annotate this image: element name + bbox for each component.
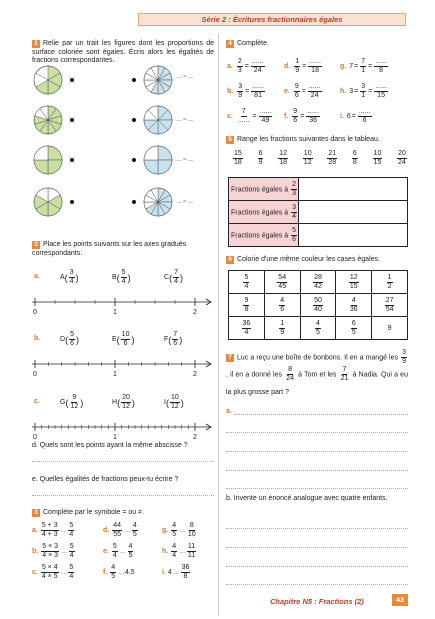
fraction: $\frac{7}{21}$ bbox=[340, 366, 349, 383]
answer-line[interactable] bbox=[226, 451, 408, 452]
circle-c[interactable] bbox=[34, 106, 62, 134]
fraction: $\frac{3}{4}$ bbox=[69, 269, 74, 285]
fraction: $\frac{......}{18}$ bbox=[309, 58, 321, 74]
ex3-item: h. $\frac{4}{4}$ .... $\frac{11}{11}$ bbox=[162, 543, 196, 559]
fraction: $\frac{6}{5}$ bbox=[351, 319, 356, 336]
fraction: $\frac{4}{5}$ bbox=[132, 522, 137, 538]
number-line[interactable] bbox=[30, 359, 214, 369]
sector bbox=[34, 146, 48, 160]
ex2-question-e: e. Quelles égalités de fractions peux-tu écrire ? bbox=[32, 476, 179, 483]
circle-e[interactable] bbox=[34, 146, 62, 174]
ex6-cell[interactable]: 9 bbox=[372, 317, 408, 340]
ex6-cell[interactable] bbox=[264, 317, 300, 340]
point-G: G ( $\frac{9}{12}$ ) bbox=[60, 394, 84, 410]
ex4-text: Complète. bbox=[237, 40, 269, 47]
ex3-item: c. $\frac{5 \times 4}{4 \times 5}$ .... $\frac{5}{4}$ bbox=[32, 564, 74, 580]
number-line[interactable] bbox=[30, 297, 214, 307]
ex6-cell[interactable] bbox=[264, 294, 300, 317]
ex3-item: d. $\frac{44}{55}$ .... $\frac{4}{5}$ bbox=[103, 522, 137, 538]
fraction: $\frac{2}{3}$ bbox=[292, 180, 297, 197]
fraction: $\frac{......}{36}$ bbox=[307, 108, 319, 124]
ex4-instruction bbox=[226, 40, 269, 48]
ex1-eq-4[interactable]: ..... = ..... bbox=[176, 199, 194, 205]
ex2-row-label: a. bbox=[34, 273, 40, 280]
symbol-blank[interactable]: .... bbox=[124, 527, 130, 534]
chapter-footer: Chapitre N5 : Fractions (2) bbox=[270, 597, 364, 606]
ex5-fraction: $\frac{10}{15}$ bbox=[373, 150, 382, 166]
answer-line[interactable] bbox=[32, 495, 214, 496]
answer-line[interactable] bbox=[226, 528, 408, 529]
ex1-text: Relie par un trait les figures dont les proportions de surface coloriée sont égales. Écris alors les égalités de fractions correspondantes. bbox=[32, 40, 214, 64]
ex5-answer-cell[interactable] bbox=[299, 201, 408, 224]
fraction: $\frac{......}{24}$ bbox=[251, 58, 264, 74]
point-H: H ( $\frac{20}{12}$ ) bbox=[112, 394, 135, 410]
fraction: $\frac{12}{15}$ bbox=[349, 273, 358, 290]
ex6-cell[interactable] bbox=[229, 317, 265, 340]
tick-label: 0 bbox=[33, 434, 37, 441]
fraction: $\frac{7}{6}$ bbox=[173, 331, 178, 347]
ex6-cell[interactable] bbox=[300, 271, 336, 294]
ex4-item: b. $\frac{3}{9}$ = $\frac{......}{81}$ bbox=[227, 83, 264, 99]
ex2-question-d: d. Quels sont les points ayant la même abscisse ? bbox=[32, 442, 188, 449]
fraction: $\frac{5 \times 4}{4 \times 5}$ bbox=[41, 564, 58, 580]
ex1-eq-1[interactable]: ..... = ..... bbox=[176, 74, 194, 80]
fraction: $\frac{5}{4}$ bbox=[69, 543, 74, 559]
dot[interactable] bbox=[70, 158, 74, 162]
fraction: $\frac{54}{45}$ bbox=[278, 273, 287, 290]
fraction: $\frac{50}{40}$ bbox=[314, 296, 322, 313]
circle-d[interactable] bbox=[144, 106, 172, 134]
symbol-blank[interactable]: .... bbox=[60, 569, 67, 576]
fraction: $\frac{......}{49}$ bbox=[259, 108, 272, 124]
answer-line[interactable] bbox=[226, 470, 408, 471]
answer-line[interactable] bbox=[226, 432, 408, 433]
fraction: $\frac{......}{8}$ bbox=[375, 58, 387, 74]
ex6-cell[interactable] bbox=[300, 317, 336, 340]
symbol-blank[interactable]: .... bbox=[179, 548, 185, 555]
symbol-blank[interactable]: .... bbox=[118, 569, 124, 576]
fraction: $\frac{4}{6}$ bbox=[280, 296, 285, 313]
fraction: $\frac{1}{9}$ bbox=[295, 58, 300, 74]
fraction: $\frac{3}{9}$ bbox=[402, 349, 406, 365]
fraction: $\frac{44}{55}$ bbox=[113, 522, 122, 538]
tick-label: 2 bbox=[193, 434, 197, 441]
ex5-fraction: $\frac{12}{18}$ bbox=[279, 150, 288, 166]
ex5-fraction: $\frac{21}{28}$ bbox=[328, 150, 337, 166]
page-number: 43 bbox=[392, 594, 408, 606]
dot[interactable] bbox=[132, 200, 136, 204]
point-I: I ( $\frac{10}{12}$ ) bbox=[164, 394, 184, 410]
circle-g[interactable] bbox=[34, 188, 62, 216]
fraction: $\frac{9}{6}$ bbox=[294, 83, 299, 99]
ex3-instruction bbox=[32, 509, 144, 517]
ex7-number: 7 bbox=[226, 354, 234, 362]
fraction: $\frac{5}{6}$ bbox=[292, 226, 297, 243]
ex2-instruction bbox=[32, 241, 214, 258]
ex6-row bbox=[229, 294, 408, 317]
fraction: $\frac{4}{5}$ bbox=[111, 564, 116, 580]
ex4-item: f. $\frac{9}{6}$ = $\frac{......}{36}$ bbox=[284, 108, 319, 124]
ex3-item: g. $\frac{4}{5}$ .... $\frac{8}{10}$ bbox=[162, 522, 196, 538]
ex6-grid bbox=[228, 270, 408, 340]
ex3-text: Complète par le symbole = ou ≠. bbox=[43, 509, 144, 516]
fraction: $\frac{3}{4}$ bbox=[292, 203, 297, 220]
sector bbox=[158, 146, 172, 160]
fraction: $\frac{11}{11}$ bbox=[187, 543, 196, 559]
tick-label: 1 bbox=[113, 309, 117, 316]
fraction: $\frac{5}{4}$ bbox=[121, 269, 126, 285]
answer-line[interactable] bbox=[226, 488, 408, 489]
point-C: C ( $\frac{7}{4}$ ) bbox=[164, 269, 183, 285]
ex1-instruction bbox=[32, 40, 214, 66]
ex5-number: 5 bbox=[226, 136, 234, 144]
fraction: $\frac{36}{8}$ bbox=[181, 564, 190, 580]
ex4-item: g. 7 = $\frac{7}{1}$ = $\frac{......}{8}$ bbox=[340, 58, 387, 74]
ex5-table bbox=[228, 177, 408, 247]
ex4-number: 4 bbox=[226, 40, 234, 48]
dot[interactable] bbox=[132, 118, 136, 122]
ex7-statement bbox=[226, 349, 408, 401]
fraction: $\frac{20}{12}$ bbox=[122, 394, 130, 410]
fraction: $\frac{3}{1}$ bbox=[361, 83, 366, 99]
sector bbox=[48, 160, 62, 174]
answer-line[interactable] bbox=[226, 584, 408, 585]
circle-h[interactable] bbox=[144, 188, 172, 216]
dot[interactable] bbox=[70, 118, 74, 122]
sector bbox=[34, 160, 48, 174]
fraction: $\frac{......}{6}$ bbox=[358, 108, 371, 124]
fraction: $\frac{28}{42}$ bbox=[314, 273, 322, 290]
ex2-text: Place les points suivants sur les axes gradués correspondants. bbox=[32, 241, 187, 257]
ex6-cell[interactable] bbox=[264, 271, 300, 294]
ex5-row: Fractions égales à $\frac{3}{4}$ bbox=[229, 201, 408, 224]
ex1-eq-2[interactable]: ..... = ..... bbox=[176, 117, 194, 123]
fraction: $\frac{5 \times 3}{4 \times 3}$ bbox=[42, 543, 58, 559]
dot[interactable] bbox=[70, 200, 74, 204]
point-D: D ( $\frac{5}{6}$ ) bbox=[60, 331, 79, 347]
fraction: $\frac{36}{4}$ bbox=[242, 319, 251, 336]
ex5-fraction: $\frac{6}{8}$ bbox=[352, 150, 357, 166]
ex4-item: c. $\frac{7}{......}$ = $\frac{......}{49}$ bbox=[227, 108, 272, 124]
ex3-number: 3 bbox=[32, 509, 40, 517]
answer-line[interactable] bbox=[226, 566, 408, 567]
ex4-item: d. $\frac{1}{9}$ = $\frac{......}{18}$ bbox=[284, 58, 321, 74]
ex4-item: h. 3 = $\frac{3}{1}$ = $\frac{......}{15}$ bbox=[340, 83, 387, 99]
fraction: $\frac{4}{5}$ bbox=[172, 522, 177, 538]
fraction: $\frac{2}{3}$ bbox=[237, 58, 242, 74]
tick-label: 1 bbox=[113, 434, 117, 441]
fraction: $\frac{7}{4}$ bbox=[174, 269, 178, 285]
fraction: $\frac{......}{15}$ bbox=[375, 83, 387, 99]
point-B: B ( $\frac{5}{4}$ ) bbox=[112, 269, 131, 285]
dot[interactable] bbox=[70, 78, 74, 82]
ex6-cell[interactable] bbox=[372, 271, 408, 294]
point-A: A ( $\frac{3}{4}$ ) bbox=[60, 269, 79, 285]
answer-line[interactable] bbox=[226, 547, 408, 548]
fraction: $\frac{9}{8}$ bbox=[244, 296, 249, 313]
fraction: $\frac{4}{4}$ bbox=[172, 543, 177, 559]
fraction: $\frac{10}{12}$ bbox=[170, 394, 179, 410]
ex6-text: Colorie d'une même couleur les cases égales. bbox=[237, 256, 380, 263]
ex2-row-label: b. bbox=[34, 335, 41, 342]
ex7-label-a: a. bbox=[226, 408, 232, 415]
ex3-item: i. 4 .... $\frac{36}{8}$ bbox=[162, 564, 190, 580]
fraction: $\frac{4}{36}$ bbox=[349, 296, 358, 313]
tick-label: 1 bbox=[113, 371, 117, 378]
ex5-fraction: $\frac{20}{24}$ bbox=[398, 150, 406, 166]
ex6-instruction bbox=[226, 256, 380, 264]
ex5-fraction: $\frac{15}{18}$ bbox=[234, 150, 242, 166]
fraction: $\frac{7}{......}$ bbox=[237, 108, 250, 124]
fraction: $\frac{9}{12}$ bbox=[70, 394, 79, 410]
sector bbox=[144, 160, 158, 174]
sector bbox=[158, 160, 172, 174]
ex5-instruction bbox=[226, 136, 380, 144]
ex4-item: a. $\frac{2}{3}$ = $\frac{......}{24}$ bbox=[227, 58, 264, 74]
ex5-fraction: $\frac{6}{9}$ bbox=[258, 150, 263, 166]
tick-label: 0 bbox=[33, 309, 37, 316]
ex6-cell[interactable] bbox=[372, 294, 408, 317]
tick-label: 2 bbox=[193, 309, 197, 316]
ex1-number: 1 bbox=[32, 40, 40, 48]
fraction: $\frac{......}{24}$ bbox=[308, 83, 321, 99]
ex5-text: Range les fractions suivantes dans le tableau. bbox=[237, 136, 380, 143]
point-E: E ( $\frac{10}{6}$ ) bbox=[112, 331, 135, 347]
ex2-number: 2 bbox=[32, 241, 40, 249]
ex6-cell[interactable] bbox=[336, 271, 372, 294]
circle-a[interactable] bbox=[34, 66, 62, 94]
fraction: $\frac{4}{5}$ bbox=[128, 543, 133, 559]
ex4-item: e. $\frac{9}{6}$ = $\frac{......}{24}$ bbox=[284, 83, 321, 99]
ex7-text-2: , il en a donné les bbox=[226, 371, 282, 379]
fraction: $\frac{5}{4}$ bbox=[69, 522, 74, 538]
ex6-number: 6 bbox=[226, 256, 234, 264]
ex6-cell[interactable] bbox=[229, 294, 265, 317]
fraction: $\frac{9}{6}$ bbox=[293, 108, 298, 124]
fraction: $\frac{7}{1}$ bbox=[361, 58, 366, 74]
ex3-item: f. $\frac{4}{5}$ .... 4,5 bbox=[103, 564, 135, 580]
fraction: $\frac{8}{24}$ bbox=[286, 366, 294, 383]
ex3-item: b. $\frac{5 \times 3}{4 \times 3}$ .... $\frac{5}{4}$ bbox=[32, 543, 74, 559]
ex5-row: Fractions égales à $\frac{2}{3}$ bbox=[229, 178, 408, 201]
ex2-row-label: c. bbox=[34, 398, 40, 405]
answer-line[interactable] bbox=[234, 414, 408, 415]
ex6-row bbox=[229, 317, 408, 340]
fraction: $\frac{5}{4}$ bbox=[244, 273, 249, 290]
fraction: $\frac{27}{54}$ bbox=[385, 296, 394, 313]
fraction: $\frac{1}{2}$ bbox=[387, 273, 392, 290]
symbol-blank[interactable]: .... bbox=[179, 527, 185, 534]
fraction: $\frac{5}{4}$ bbox=[69, 564, 74, 580]
fraction: $\frac{5 + 3}{4 + 3}$ bbox=[41, 522, 58, 538]
fraction: $\frac{5}{6}$ bbox=[70, 331, 74, 347]
ex3-item: e. $\frac{5}{4}$ .... $\frac{4}{5}$ bbox=[103, 543, 133, 559]
ex6-cell[interactable] bbox=[229, 271, 265, 294]
tick-label: 0 bbox=[33, 371, 37, 378]
fraction: $\frac{3}{9}$ bbox=[238, 83, 243, 99]
ex7-text-1: Luc a reçu une boîte de bonbons. Il en a mangé les bbox=[237, 354, 399, 362]
fraction: $\frac{5}{4}$ bbox=[112, 543, 117, 559]
ex7-question-b: b. Invente un énoncé analogue avec quatre enfants. bbox=[226, 495, 388, 502]
ex1-eq-3[interactable]: ..... = ..... bbox=[176, 157, 194, 163]
ex7-text-4: à Nadia. Qui a eu la plus grosse part ? bbox=[226, 371, 408, 396]
symbol-blank[interactable]: .... bbox=[172, 569, 179, 576]
ex6-cell[interactable] bbox=[336, 317, 372, 340]
ex7-text-3: à Tom et les bbox=[298, 371, 337, 379]
ex3-item: a. $\frac{5 + 3}{4 + 3}$ .... $\frac{5}{4}$ bbox=[32, 522, 74, 538]
symbol-blank[interactable]: .... bbox=[119, 548, 126, 555]
symbol-blank[interactable]: .... bbox=[60, 527, 67, 534]
ex5-fraction-list bbox=[232, 150, 408, 167]
ex6-cell[interactable] bbox=[300, 294, 336, 317]
ex5-row: Fractions égales à $\frac{5}{6}$ bbox=[229, 224, 408, 247]
ex6-cell[interactable] bbox=[336, 294, 372, 317]
fraction: $\frac{8}{10}$ bbox=[187, 522, 196, 538]
circle-b[interactable] bbox=[144, 66, 172, 94]
ex5-fraction: $\frac{10}{12}$ bbox=[303, 150, 312, 166]
dot[interactable] bbox=[132, 78, 136, 82]
ex5-answer-cell[interactable] bbox=[299, 178, 408, 201]
answer-line[interactable] bbox=[32, 461, 214, 462]
fraction: $\frac{10}{6}$ bbox=[121, 331, 130, 347]
column-divider bbox=[218, 34, 219, 616]
fraction: $\frac{4}{5}$ bbox=[316, 319, 320, 336]
dot[interactable] bbox=[132, 158, 136, 162]
ex6-row bbox=[229, 271, 408, 294]
ex4-item: i. 6 = $\frac{......}{6}$ bbox=[340, 108, 371, 124]
symbol-blank[interactable]: .... bbox=[61, 548, 67, 555]
tick-label: 2 bbox=[193, 371, 197, 378]
fraction: $\frac{......}{81}$ bbox=[252, 83, 264, 99]
circle-f[interactable] bbox=[144, 146, 172, 174]
ex5-answer-cell[interactable] bbox=[299, 224, 408, 247]
fraction: $\frac{1}{9}$ bbox=[280, 319, 285, 336]
sector bbox=[48, 146, 62, 160]
series-title: Série 2 : Écritures fractionnaires égales bbox=[138, 13, 406, 26]
number-line[interactable] bbox=[30, 422, 214, 432]
sector bbox=[144, 146, 158, 160]
point-F: F ( $\frac{7}{6}$ ) bbox=[164, 331, 183, 347]
